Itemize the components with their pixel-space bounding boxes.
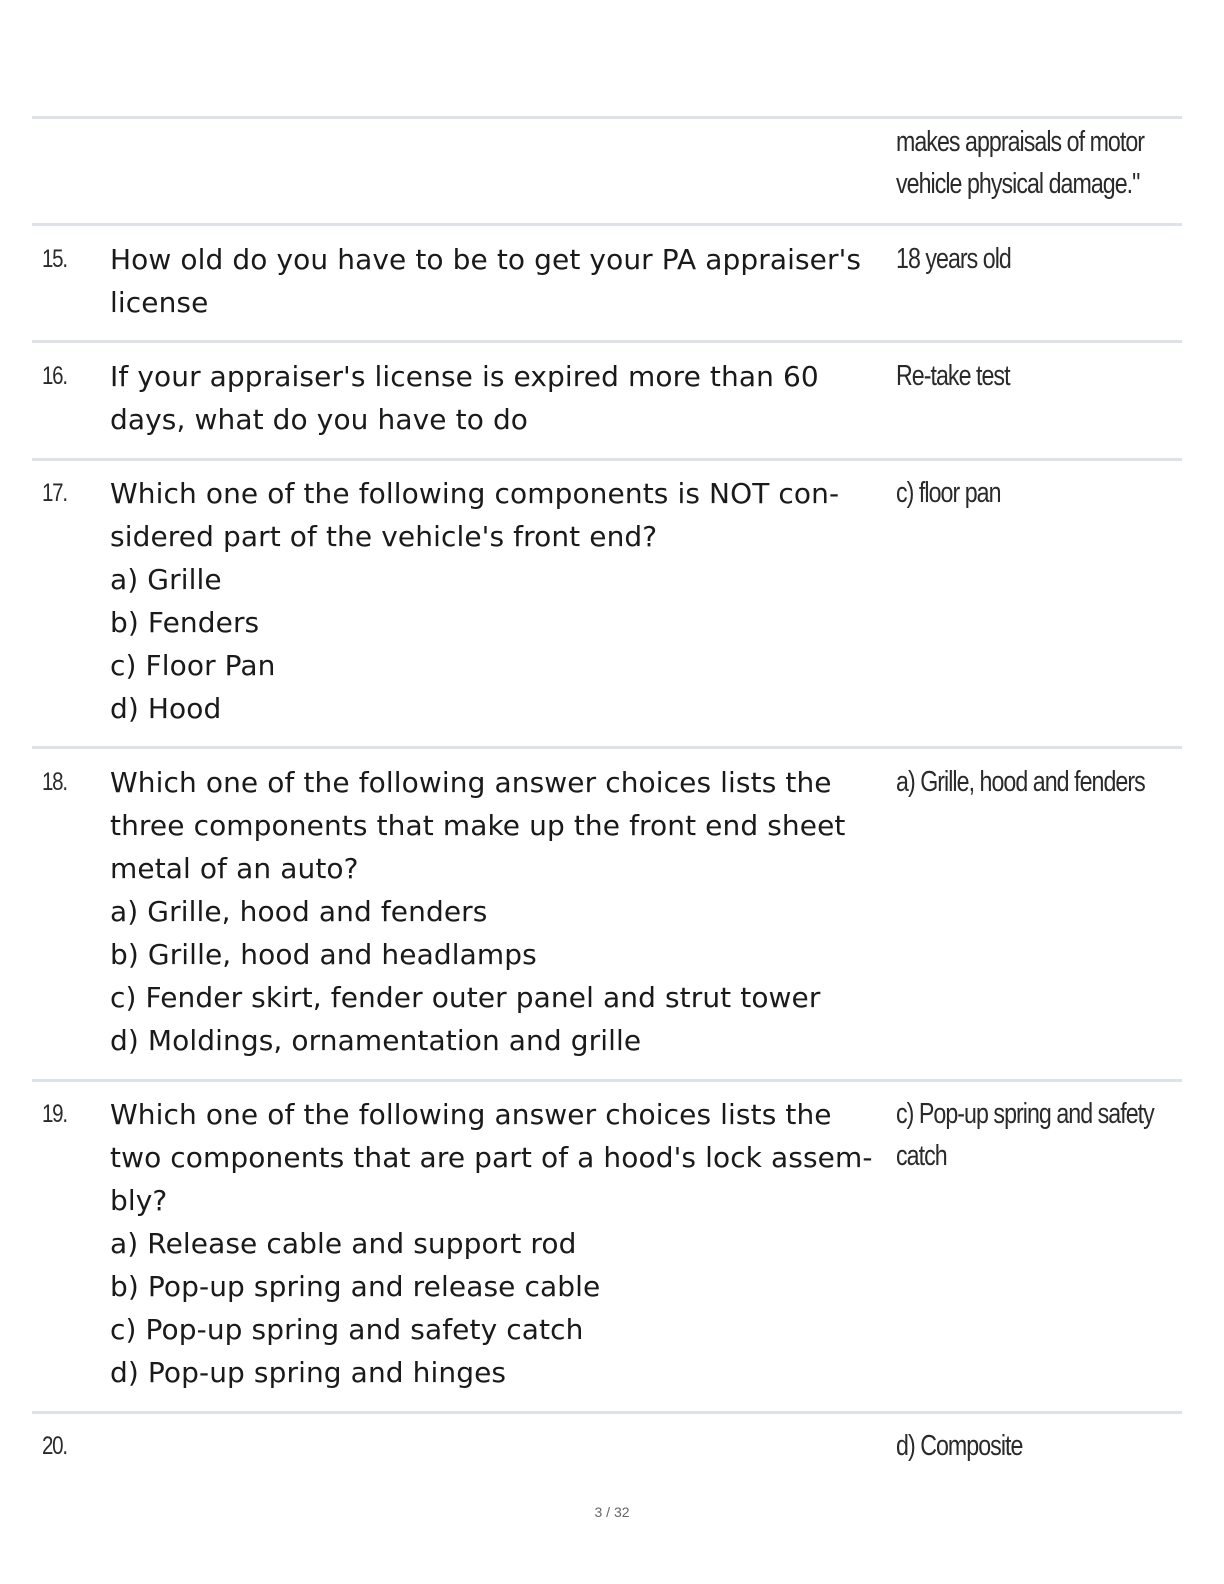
answer-cell [896, 1425, 1136, 1467]
answer-choice: c) Floor Pan [110, 649, 276, 682]
answer-line: catch [896, 1140, 947, 1172]
row-divider [32, 1079, 1182, 1082]
row-divider [32, 340, 1182, 343]
question-number: 16. [42, 362, 67, 390]
answer-line: Re-take test [896, 360, 1010, 392]
answer-choice: a) Release cable and support rod [110, 1227, 577, 1260]
answer-cell [896, 121, 1145, 205]
answer-choice: c) Pop-up spring and safety catch [110, 1313, 584, 1346]
row-divider [32, 116, 1182, 119]
question-line: Which one of the following answer choices lists the [110, 1098, 832, 1131]
answer-choice: d) Moldings, ornamentation and grille [110, 1024, 642, 1057]
question-line: metal of an auto? [110, 852, 359, 885]
answer-line: c) floor pan [896, 477, 1001, 509]
question-cell [110, 761, 890, 1062]
answer-cell [896, 472, 1136, 514]
question-number: 18. [42, 768, 67, 796]
answer-cell [896, 1093, 1154, 1177]
question-cell [110, 355, 890, 441]
row-divider [32, 746, 1182, 749]
answer-choice: b) Pop-up spring and release cable [110, 1270, 601, 1303]
answer-line: makes appraisals of motor [896, 126, 1145, 158]
question-line: days, what do you have to do [110, 403, 529, 436]
row-divider [32, 1411, 1182, 1414]
question-line: three components that make up the front end sheet [110, 809, 846, 842]
answer-choice: d) Hood [110, 692, 222, 725]
question-line: If your appraiser's license is expired more than 60 [110, 360, 819, 393]
question-line: sidered part of the vehicle's front end? [110, 520, 658, 553]
question-line: two components that are part of a hood's lock assem- [110, 1141, 873, 1174]
row-divider [32, 458, 1182, 461]
row-divider [32, 223, 1182, 226]
question-number: 19. [42, 1100, 67, 1128]
answer-choice: a) Grille, hood and fenders [110, 895, 488, 928]
answer-choice: d) Pop-up spring and hinges [110, 1356, 507, 1389]
question-number: 20. [42, 1432, 67, 1460]
question-cell [110, 1093, 890, 1394]
answer-cell [896, 238, 1136, 280]
question-number: 15. [42, 245, 67, 273]
answer-cell [896, 761, 1145, 803]
answer-choice: a) Grille [110, 563, 222, 596]
answer-line: c) Pop-up spring and safety [896, 1098, 1154, 1130]
question-cell [110, 472, 890, 730]
answer-line: d) Composite [896, 1430, 1023, 1462]
answer-choice: b) Grille, hood and headlamps [110, 938, 537, 971]
answer-line: 18 years old [896, 243, 1011, 275]
question-line: license [110, 286, 209, 319]
answer-line: a) Grille, hood and fenders [896, 766, 1145, 798]
question-line: Which one of the following answer choices lists the [110, 766, 832, 799]
question-line: bly? [110, 1184, 168, 1217]
answer-choice: b) Fenders [110, 606, 260, 639]
question-number: 17. [42, 479, 67, 507]
answer-line: vehicle physical damage." [896, 168, 1140, 200]
answer-choice: c) Fender skirt, fender outer panel and strut tower [110, 981, 821, 1014]
page-indicator: 3 / 32 [594, 1504, 630, 1520]
question-line: Which one of the following components is NOT con- [110, 477, 840, 510]
answer-cell [896, 355, 1136, 397]
question-line: How old do you have to be to get your PA appraiser's [110, 243, 862, 276]
question-cell [110, 238, 890, 324]
